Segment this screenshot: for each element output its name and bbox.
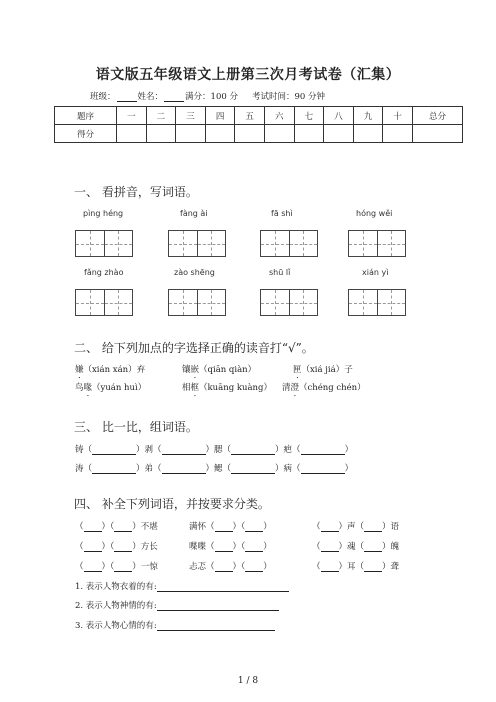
compare-line-1 xyxy=(75,443,353,455)
char: 鸟 xyxy=(75,383,84,393)
idiom-line xyxy=(75,520,158,532)
idiom-text: （ xyxy=(75,542,84,552)
writing-grid[interactable] xyxy=(260,230,318,257)
answer-blank[interactable] xyxy=(92,464,136,474)
dotted-char: 框 xyxy=(190,383,200,393)
pronunciation-item[interactable] xyxy=(182,363,256,380)
answer-line[interactable] xyxy=(157,621,275,631)
writing-grid[interactable] xyxy=(260,289,318,316)
answer-line[interactable] xyxy=(157,582,289,592)
full-score: 满分：100 分 xyxy=(185,92,238,102)
idiom-text: （ xyxy=(75,562,84,572)
idiom-blank[interactable] xyxy=(114,522,132,532)
idiom-line xyxy=(312,540,399,552)
idiom-text: 忐忑（ xyxy=(189,562,215,572)
writing-grid[interactable] xyxy=(75,230,133,257)
pinyin: fā shì xyxy=(271,209,293,218)
pinyin: hóng wěi xyxy=(356,209,393,218)
idiom-blank[interactable] xyxy=(84,542,102,552)
pronunciation-item[interactable] xyxy=(293,363,353,380)
idiom-text: ） xyxy=(263,562,272,572)
idiom-blank[interactable] xyxy=(321,522,339,532)
row-label: 得分 xyxy=(55,125,117,143)
idiom-text: （ xyxy=(312,562,321,572)
classify-q2 xyxy=(75,599,279,611)
idiom-blank[interactable] xyxy=(114,542,132,552)
idiom-text: （ xyxy=(312,542,321,552)
idiom-text: （ xyxy=(312,522,321,532)
idiom-line xyxy=(312,560,399,572)
score-table-header xyxy=(55,107,463,125)
word-char: 铸（ xyxy=(75,445,93,455)
pronunciation-item[interactable] xyxy=(75,381,146,398)
idiom-text: ） xyxy=(263,522,272,532)
pinyin: zào shēng xyxy=(174,268,215,277)
header-cell: 九 xyxy=(353,107,383,125)
idiom-blank[interactable] xyxy=(364,522,382,532)
classify-q3 xyxy=(75,619,275,631)
char: 镶 xyxy=(182,365,191,375)
dotted-char: 嵌 xyxy=(190,365,200,375)
header-cell: 八 xyxy=(324,107,354,125)
idiom-text: ）魄 xyxy=(382,542,400,552)
score-cell[interactable] xyxy=(383,125,413,143)
dotted-char: 澄 xyxy=(290,383,300,393)
header-cell: 六 xyxy=(264,107,294,125)
idiom-text: ）（ xyxy=(101,542,115,552)
score-table-row xyxy=(55,125,463,143)
answer-blank[interactable] xyxy=(231,464,275,474)
answer-blank[interactable] xyxy=(231,445,275,455)
idiom-line xyxy=(75,540,158,552)
idiom-text: ）方长 xyxy=(132,542,158,552)
idiom-line xyxy=(312,520,399,532)
idiom-text: 喋喋（ xyxy=(189,542,215,552)
word-char: ）腮（ xyxy=(205,445,232,455)
idiom-text: ）（ xyxy=(232,522,246,532)
question-text: 1. 表示人物衣着的有: xyxy=(75,582,157,592)
header-cell: 三 xyxy=(176,107,206,125)
choices: （kuāng kuàng） xyxy=(199,383,272,393)
idiom-blank[interactable] xyxy=(215,562,233,572)
pronunciation-item[interactable] xyxy=(282,381,366,398)
score-cell[interactable] xyxy=(176,125,206,143)
idiom-text: 满怀（ xyxy=(189,522,215,532)
writing-grid[interactable] xyxy=(348,230,406,257)
idiom-blank[interactable] xyxy=(245,562,263,572)
score-cell[interactable] xyxy=(264,125,294,143)
idiom-text: ） xyxy=(263,542,272,552)
answer-blank[interactable] xyxy=(162,445,206,455)
word-char: ） xyxy=(344,445,354,455)
choices: （chéng chén） xyxy=(299,383,366,393)
question-text: 3. 表示人物心情的有: xyxy=(75,621,157,631)
section3-heading: 三、 比一比，组词语。 xyxy=(74,420,198,434)
writing-grid[interactable] xyxy=(168,289,226,316)
page-number: 1 / 8 xyxy=(237,676,259,686)
score-cell[interactable] xyxy=(324,125,354,143)
pinyin: pìng héng xyxy=(83,209,124,218)
choices: （xián xán）弃 xyxy=(83,365,146,375)
idiom-text: ）语 xyxy=(382,522,400,532)
exam-time: 考试时间：90 分钟 xyxy=(251,92,325,102)
score-table xyxy=(54,106,463,143)
dotted-char: 嫌 xyxy=(75,365,84,375)
pronunciation-item[interactable] xyxy=(182,381,272,398)
header-cell: 总分 xyxy=(413,107,463,125)
idiom-text: ）（ xyxy=(101,562,115,572)
class-label: 班级： xyxy=(90,92,116,102)
pinyin: fàng ài xyxy=(180,209,208,218)
header-cell: 题序 xyxy=(55,107,117,125)
idiom-blank[interactable] xyxy=(84,562,102,572)
idiom-line xyxy=(189,520,272,532)
compare-line-2 xyxy=(75,462,353,474)
idiom-text: ）（ xyxy=(232,562,246,572)
idiom-line xyxy=(189,560,272,572)
pinyin: xián yì xyxy=(362,268,389,277)
idiom-blank[interactable] xyxy=(321,562,339,572)
idiom-text: ）魂（ xyxy=(338,542,365,552)
question-text: 2. 表示人物神情的有: xyxy=(75,601,157,611)
idiom-text: ）声（ xyxy=(338,522,365,532)
idiom-blank[interactable] xyxy=(364,542,382,552)
score-cell[interactable] xyxy=(205,125,235,143)
section2-heading: 二、 给下列加点的字选择正确的读音打“√”。 xyxy=(74,341,314,355)
answer-line[interactable] xyxy=(157,601,279,611)
answer-blank[interactable] xyxy=(301,464,345,474)
header-cell: 五 xyxy=(235,107,265,125)
answer-blank[interactable] xyxy=(301,445,345,455)
score-cell[interactable] xyxy=(353,125,383,143)
word-char: 涛（ xyxy=(75,464,93,474)
answer-blank[interactable] xyxy=(162,464,206,474)
classify-q1 xyxy=(75,580,289,592)
word-char: ）疤（ xyxy=(275,445,301,455)
idiom-text: （ xyxy=(75,522,84,532)
dotted-char: 喙 xyxy=(83,383,93,393)
score-cell[interactable] xyxy=(235,125,265,143)
idiom-line xyxy=(75,560,158,572)
choices: （xiá jiá）子 xyxy=(301,365,353,375)
score-cell[interactable] xyxy=(146,125,176,143)
header-cell: 七 xyxy=(294,107,324,125)
char: 相 xyxy=(182,383,191,393)
idiom-blank[interactable] xyxy=(321,542,339,552)
choices: （qiān qiàn） xyxy=(199,365,257,375)
word-char: ）弟（ xyxy=(136,464,162,474)
writing-grid[interactable] xyxy=(348,289,406,316)
word-char: ）病（ xyxy=(275,464,301,474)
pronunciation-item[interactable] xyxy=(75,363,145,380)
section4-heading: 四、 补全下列词语，并按要求分类。 xyxy=(74,497,270,511)
writing-grid[interactable] xyxy=(168,230,226,257)
char: 清 xyxy=(282,383,291,393)
idiom-text: ）耳（ xyxy=(338,562,365,572)
pinyin: fǎng zhào xyxy=(84,268,124,277)
header-cell: 一 xyxy=(117,107,147,125)
score-cell[interactable] xyxy=(413,125,463,143)
word-char: ）剥（ xyxy=(136,445,162,455)
exam-info xyxy=(90,90,325,102)
score-cell[interactable] xyxy=(117,125,147,143)
header-cell: 十 xyxy=(383,107,413,125)
idiom-text: ）一惊 xyxy=(132,562,158,572)
writing-grid[interactable] xyxy=(75,289,133,316)
idiom-blank[interactable] xyxy=(114,562,132,572)
pinyin: shū lǐ xyxy=(269,268,291,277)
idiom-text: ）（ xyxy=(101,522,115,532)
idiom-text: ）聋 xyxy=(382,562,400,572)
idiom-text: ）不堪 xyxy=(132,522,158,532)
section1-heading: 一、 看拼音，写词语。 xyxy=(74,185,198,199)
idiom-blank[interactable] xyxy=(245,542,263,552)
word-char: ）鳃（ xyxy=(205,464,232,474)
dotted-char: 匣 xyxy=(293,365,302,375)
idiom-line xyxy=(189,540,272,552)
name-blank[interactable] xyxy=(164,92,184,102)
answer-blank[interactable] xyxy=(92,445,136,455)
word-char: ） xyxy=(344,464,354,474)
score-cell[interactable] xyxy=(294,125,324,143)
name-label: 姓名： xyxy=(137,92,164,102)
idiom-text: ）（ xyxy=(232,542,246,552)
idiom-blank[interactable] xyxy=(215,542,233,552)
choices: （yuán huì） xyxy=(92,383,147,393)
header-cell: 四 xyxy=(205,107,235,125)
idiom-blank[interactable] xyxy=(84,522,102,532)
page-title: 语文版五年级语文上册第三次月考试卷（汇集） xyxy=(95,67,401,83)
idiom-blank[interactable] xyxy=(364,562,382,572)
header-cell: 二 xyxy=(146,107,176,125)
idiom-blank[interactable] xyxy=(245,522,263,532)
class-blank[interactable] xyxy=(117,92,137,102)
idiom-blank[interactable] xyxy=(215,522,233,532)
